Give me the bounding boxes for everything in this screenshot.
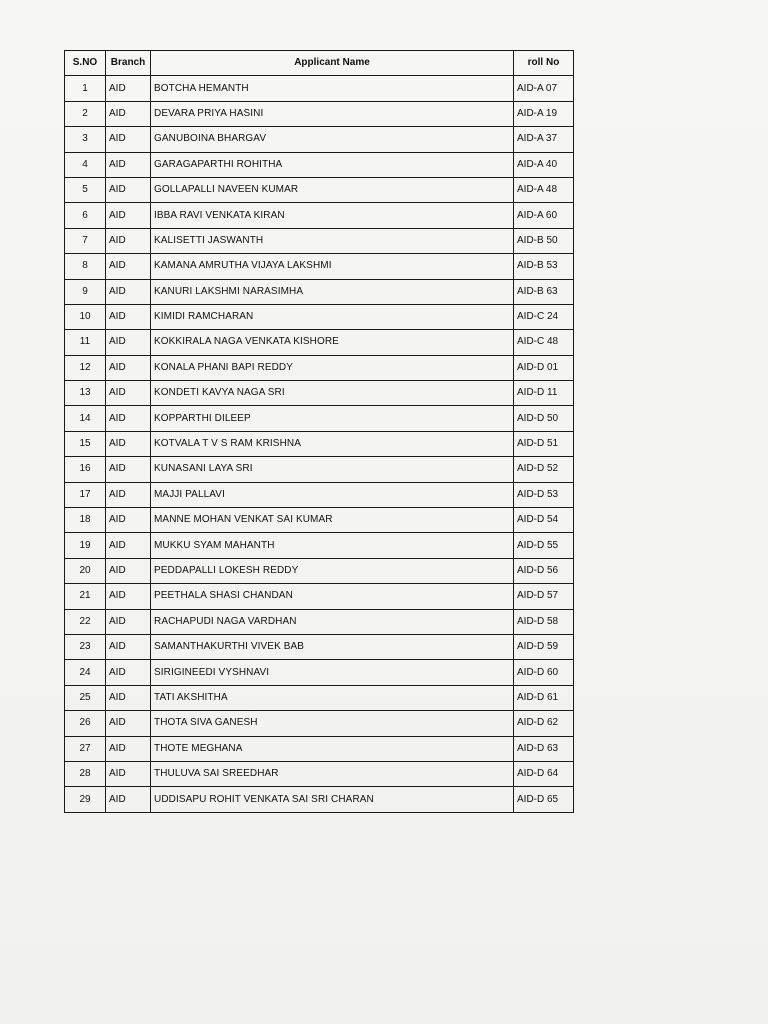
cell-applicant-name: KONDETI KAVYA NAGA SRI	[151, 381, 514, 406]
header-branch: Branch	[106, 51, 151, 76]
cell-applicant-name: SAMANTHAKURTHI VIVEK BAB	[151, 634, 514, 659]
cell-branch: AID	[106, 533, 151, 558]
cell-applicant-name: THOTE MEGHANA	[151, 736, 514, 761]
cell-roll-no: AID-D 63	[514, 736, 574, 761]
table-row	[65, 609, 574, 634]
cell-roll-no: AID-B 50	[514, 228, 574, 253]
cell-sno: 9	[65, 279, 106, 304]
cell-applicant-name: UDDISAPU ROHIT VENKATA SAI SRI CHARAN	[151, 787, 514, 812]
table-row	[65, 634, 574, 659]
cell-roll-no: AID-A 40	[514, 152, 574, 177]
cell-branch: AID	[106, 355, 151, 380]
cell-sno: 11	[65, 330, 106, 355]
cell-sno: 25	[65, 685, 106, 710]
cell-branch: AID	[106, 228, 151, 253]
table-row	[65, 457, 574, 482]
table-header	[65, 51, 574, 76]
cell-roll-no: AID-D 55	[514, 533, 574, 558]
header-applicant-name: Applicant Name	[151, 51, 514, 76]
cell-sno: 14	[65, 406, 106, 431]
cell-sno: 15	[65, 431, 106, 456]
table-row	[65, 685, 574, 710]
cell-roll-no: AID-D 56	[514, 558, 574, 583]
cell-applicant-name: IBBA RAVI VENKATA KIRAN	[151, 203, 514, 228]
cell-applicant-name: KANURI LAKSHMI NARASIMHA	[151, 279, 514, 304]
cell-applicant-name: KOTVALA T V S RAM KRISHNA	[151, 431, 514, 456]
cell-sno: 21	[65, 584, 106, 609]
cell-roll-no: AID-A 19	[514, 101, 574, 126]
cell-sno: 4	[65, 152, 106, 177]
cell-roll-no: AID-D 52	[514, 457, 574, 482]
cell-branch: AID	[106, 381, 151, 406]
header-roll-no: roll No	[514, 51, 574, 76]
cell-roll-no: AID-D 51	[514, 431, 574, 456]
cell-sno: 6	[65, 203, 106, 228]
cell-applicant-name: THOTA SIVA GANESH	[151, 711, 514, 736]
cell-branch: AID	[106, 203, 151, 228]
cell-branch: AID	[106, 152, 151, 177]
cell-branch: AID	[106, 76, 151, 101]
cell-applicant-name: GANUBOINA BHARGAV	[151, 127, 514, 152]
table-row	[65, 152, 574, 177]
table-row	[65, 279, 574, 304]
cell-sno: 16	[65, 457, 106, 482]
table-row	[65, 558, 574, 583]
cell-sno: 5	[65, 177, 106, 202]
table-row	[65, 203, 574, 228]
cell-sno: 23	[65, 634, 106, 659]
cell-applicant-name: KONALA PHANI BAPI REDDY	[151, 355, 514, 380]
cell-sno: 24	[65, 660, 106, 685]
cell-sno: 13	[65, 381, 106, 406]
cell-applicant-name: GOLLAPALLI NAVEEN KUMAR	[151, 177, 514, 202]
cell-branch: AID	[106, 736, 151, 761]
cell-applicant-name: KUNASANI LAYA SRI	[151, 457, 514, 482]
cell-sno: 28	[65, 761, 106, 786]
cell-branch: AID	[106, 177, 151, 202]
cell-sno: 18	[65, 508, 106, 533]
cell-applicant-name: MAJJI PALLAVI	[151, 482, 514, 507]
cell-applicant-name: TATI AKSHITHA	[151, 685, 514, 710]
applicant-table	[64, 50, 574, 813]
cell-sno: 8	[65, 254, 106, 279]
cell-branch: AID	[106, 508, 151, 533]
header-row	[65, 51, 574, 76]
table-row	[65, 584, 574, 609]
cell-sno: 7	[65, 228, 106, 253]
cell-applicant-name: GARAGAPARTHI ROHITHA	[151, 152, 514, 177]
table-row	[65, 736, 574, 761]
table-row	[65, 355, 574, 380]
table-body	[65, 76, 574, 812]
cell-branch: AID	[106, 482, 151, 507]
table-row	[65, 787, 574, 812]
cell-branch: AID	[106, 558, 151, 583]
cell-roll-no: AID-D 50	[514, 406, 574, 431]
cell-roll-no: AID-A 60	[514, 203, 574, 228]
cell-applicant-name: KOPPARTHI DILEEP	[151, 406, 514, 431]
cell-roll-no: AID-D 54	[514, 508, 574, 533]
table-row	[65, 254, 574, 279]
cell-sno: 20	[65, 558, 106, 583]
cell-applicant-name: KALISETTI JASWANTH	[151, 228, 514, 253]
cell-roll-no: AID-D 53	[514, 482, 574, 507]
cell-sno: 1	[65, 76, 106, 101]
cell-sno: 10	[65, 304, 106, 329]
cell-roll-no: AID-A 37	[514, 127, 574, 152]
cell-branch: AID	[106, 279, 151, 304]
table-row	[65, 482, 574, 507]
cell-roll-no: AID-C 48	[514, 330, 574, 355]
cell-applicant-name: KIMIDI RAMCHARAN	[151, 304, 514, 329]
cell-branch: AID	[106, 660, 151, 685]
cell-applicant-name: THULUVA SAI SREEDHAR	[151, 761, 514, 786]
table-row	[65, 330, 574, 355]
cell-branch: AID	[106, 457, 151, 482]
table-row	[65, 228, 574, 253]
cell-branch: AID	[106, 254, 151, 279]
cell-branch: AID	[106, 761, 151, 786]
cell-sno: 22	[65, 609, 106, 634]
cell-sno: 29	[65, 787, 106, 812]
cell-roll-no: AID-D 60	[514, 660, 574, 685]
cell-roll-no: AID-D 01	[514, 355, 574, 380]
cell-roll-no: AID-C 24	[514, 304, 574, 329]
cell-branch: AID	[106, 304, 151, 329]
cell-applicant-name: BOTCHA HEMANTH	[151, 76, 514, 101]
cell-roll-no: AID-D 59	[514, 634, 574, 659]
cell-branch: AID	[106, 584, 151, 609]
table-row	[65, 76, 574, 101]
table-row	[65, 304, 574, 329]
cell-branch: AID	[106, 787, 151, 812]
cell-applicant-name: PEDDAPALLI LOKESH REDDY	[151, 558, 514, 583]
cell-roll-no: AID-D 11	[514, 381, 574, 406]
cell-branch: AID	[106, 634, 151, 659]
cell-roll-no: AID-D 57	[514, 584, 574, 609]
cell-sno: 26	[65, 711, 106, 736]
table-row	[65, 431, 574, 456]
cell-branch: AID	[106, 330, 151, 355]
cell-sno: 17	[65, 482, 106, 507]
cell-branch: AID	[106, 609, 151, 634]
table-row	[65, 711, 574, 736]
cell-applicant-name: RACHAPUDI NAGA VARDHAN	[151, 609, 514, 634]
table-row	[65, 761, 574, 786]
cell-applicant-name: MANNE MOHAN VENKAT SAI KUMAR	[151, 508, 514, 533]
cell-applicant-name: SIRIGINEEDI VYSHNAVI	[151, 660, 514, 685]
table-row	[65, 533, 574, 558]
cell-branch: AID	[106, 406, 151, 431]
cell-branch: AID	[106, 101, 151, 126]
cell-roll-no: AID-B 63	[514, 279, 574, 304]
cell-branch: AID	[106, 685, 151, 710]
cell-roll-no: AID-A 48	[514, 177, 574, 202]
table-row	[65, 381, 574, 406]
cell-sno: 3	[65, 127, 106, 152]
cell-roll-no: AID-B 53	[514, 254, 574, 279]
cell-roll-no: AID-D 62	[514, 711, 574, 736]
cell-applicant-name: KOKKIRALA NAGA VENKATA KISHORE	[151, 330, 514, 355]
cell-applicant-name: MUKKU SYAM MAHANTH	[151, 533, 514, 558]
cell-roll-no: AID-D 64	[514, 761, 574, 786]
cell-branch: AID	[106, 711, 151, 736]
cell-sno: 12	[65, 355, 106, 380]
cell-sno: 19	[65, 533, 106, 558]
cell-applicant-name: DEVARA PRIYA HASINI	[151, 101, 514, 126]
table-row	[65, 508, 574, 533]
table-row	[65, 660, 574, 685]
cell-branch: AID	[106, 127, 151, 152]
cell-branch: AID	[106, 431, 151, 456]
cell-applicant-name: KAMANA AMRUTHA VIJAYA LAKSHMI	[151, 254, 514, 279]
cell-roll-no: AID-A 07	[514, 76, 574, 101]
cell-sno: 2	[65, 101, 106, 126]
table-row	[65, 177, 574, 202]
cell-roll-no: AID-D 61	[514, 685, 574, 710]
table-row	[65, 406, 574, 431]
cell-sno: 27	[65, 736, 106, 761]
cell-roll-no: AID-D 65	[514, 787, 574, 812]
table-row	[65, 127, 574, 152]
cell-applicant-name: PEETHALA SHASI CHANDAN	[151, 584, 514, 609]
header-sno: S.NO	[65, 51, 106, 76]
cell-roll-no: AID-D 58	[514, 609, 574, 634]
table-row	[65, 101, 574, 126]
